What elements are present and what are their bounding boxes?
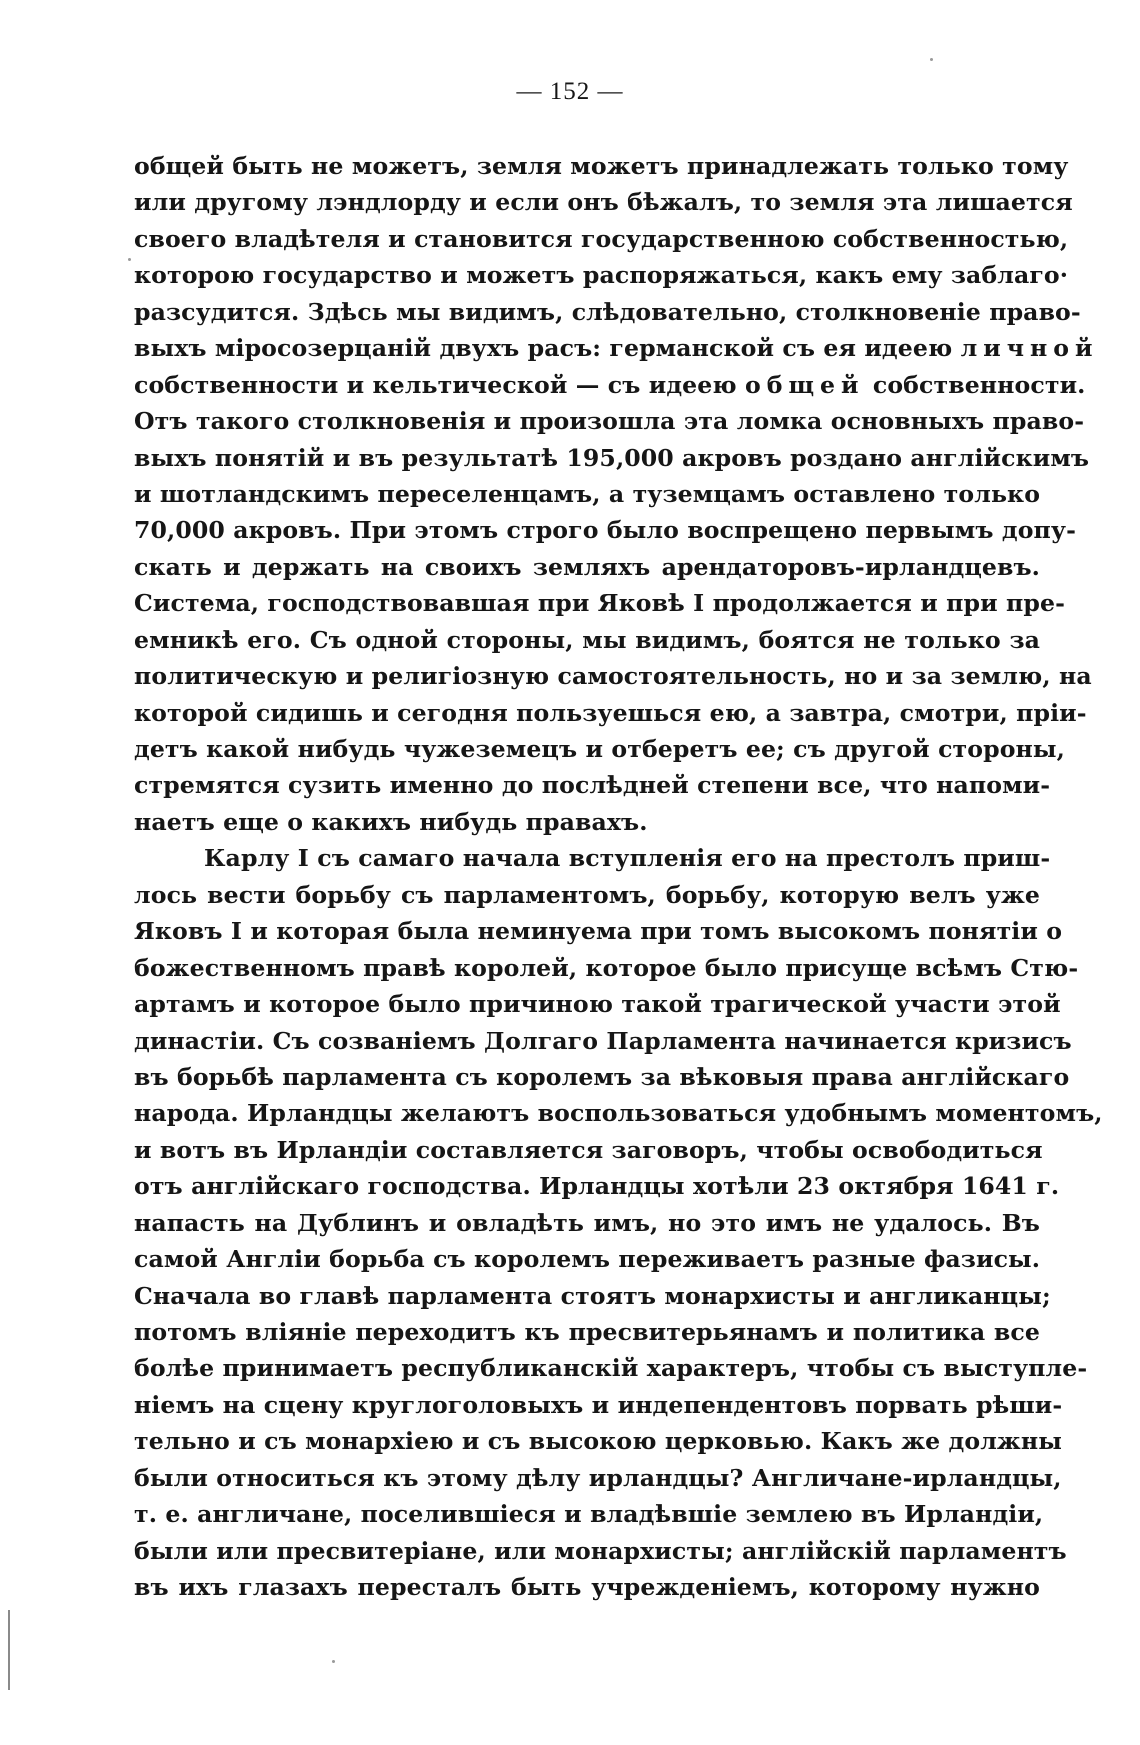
text-line: отъ англійскаго господства. Ирландцы хотѣли 23 октября 1641 г. <box>134 1172 1060 1201</box>
text-line: выхъ понятій и въ результатѣ 195,000 акровъ роздано англійскимъ <box>134 443 1090 472</box>
text-line: потомъ вліяніе переходитъ къ пресвитерьянамъ и политика все <box>134 1318 1040 1346</box>
emphasized-word: общей <box>745 370 865 399</box>
text-line <box>134 367 1086 403</box>
text-line: или другому лэндлорду и если онъ бѣжалъ, то земля эта лишается <box>134 188 1073 217</box>
text-line: въ ихъ глазахъ пересталъ быть учрежденіемъ, которому нужно <box>134 1573 1040 1602</box>
scan-speck <box>332 1660 335 1663</box>
text-line: Яковъ I и которая была неминуема при томъ высокомъ понятіи о <box>134 917 1063 946</box>
text-line <box>134 330 1099 366</box>
text-segment: выхъ міросозерцаній двухъ расъ: германской съ ея идеею <box>134 334 953 363</box>
text-line: Система, господствовавшая при Яковѣ I продолжается и при пре- <box>134 589 1065 618</box>
text-line: Сначала во главѣ парламента стоятъ монархисты и англиканцы; <box>134 1281 1051 1310</box>
text-line: которою государство и можетъ распоряжаться, какъ ему заблаго· <box>134 261 1069 290</box>
page-body <box>134 148 1103 1606</box>
text-line: общей быть не можетъ, земля можетъ принадлежать только тому <box>134 152 1069 180</box>
text-line: стремятся сузить именно до послѣдней степени все, что напоми- <box>134 771 1051 800</box>
text-segment: собственности. <box>872 370 1086 399</box>
text-line: напасть на Дублинъ и овладѣть имъ, но это имъ не удалось. Въ <box>134 1208 1040 1237</box>
text-line: самой Англіи борьба съ королемъ переживаетъ разные фазисы. <box>134 1245 1041 1274</box>
text-line: народа. Ирландцы желаютъ воспользоваться удобнымъ моментомъ, <box>134 1099 1103 1128</box>
text-line: лось вести борьбу съ парламентомъ, борьбу, которую велъ уже <box>134 880 1040 909</box>
page-number: — 152 — <box>516 78 624 105</box>
text-line: емникѣ его. Съ одной стороны, мы видимъ, боятся не только за <box>134 625 1040 654</box>
text-line: династіи. Съ созваніемъ Долгаго Парламента начинается кризисъ <box>134 1026 1072 1055</box>
text-line: Отъ такого столкновенія и произошла эта ломка основныхъ право- <box>134 407 1085 436</box>
scan-speck <box>930 58 933 61</box>
scan-margin-mark <box>8 1610 10 1690</box>
text-line: болѣе принимаетъ республиканскій характеръ, чтобы съ выступле- <box>134 1354 1088 1383</box>
paragraph-last-line: наетъ еще о какихъ нибудь правахъ. <box>134 807 648 836</box>
text-line: скать и держать на своихъ земляхъ арендаторовъ-ирландцевъ. <box>134 552 1040 581</box>
text-line: разсудится. Здѣсь мы видимъ, слѣдовательно, столкновеніе право- <box>134 297 1081 326</box>
emphasized-word: личной <box>960 334 1099 363</box>
text-line: которой сидишь и сегодня пользуешься ею, а завтра, смотри, пріи- <box>134 698 1087 727</box>
text-line: божественномъ правѣ королей, которое было присуще всѣмъ Стю- <box>134 953 1079 982</box>
text-line: детъ какой нибудь чужеземецъ и отберетъ ее; съ другой стороны, <box>134 735 1065 763</box>
text-segment: собственности и кельтической — съ идеею <box>134 370 737 399</box>
text-line: 70,000 акровъ. При этомъ строго было воспрещено первымъ допу- <box>134 516 1077 545</box>
text-line: своего владѣтеля и становится государственною собственностью, <box>134 224 1069 253</box>
text-line: артамъ и которое было причиною такой трагической участи этой <box>134 990 1061 1019</box>
scan-speck <box>128 258 131 261</box>
text-line: въ борьбѣ парламента съ королемъ за вѣковыя права англійскаго <box>134 1062 1070 1091</box>
text-line: и шотландскимъ переселенцамъ, а туземцамъ оставлено только <box>134 479 1041 508</box>
text-line: и вотъ въ Ирландіи составляется заговоръ, чтобы освободиться <box>134 1135 1043 1164</box>
text-line: тельно и съ монархіею и съ высокою церковью. Какъ же должны <box>134 1427 1062 1456</box>
text-line: были или пресвитеріане, или монархисты; англійскій парламентъ <box>134 1536 1067 1565</box>
text-line: были относиться къ этому дѣлу ирландцы? Англичане-ирландцы, <box>134 1463 1062 1492</box>
text-line: политическую и религіозную самостоятельность, но и за землю, на <box>134 662 1092 691</box>
text-line: т. е. англичане, поселившіеся и владѣвшіе землею въ Ирландіи, <box>134 1500 1044 1529</box>
paragraph-first-line: Карлу I съ самаго начала вступленія его на престолъ приш- <box>204 844 1051 873</box>
text-line: ніемъ на сцену круглоголовыхъ и индепендентовъ порвать рѣши- <box>134 1390 1063 1419</box>
